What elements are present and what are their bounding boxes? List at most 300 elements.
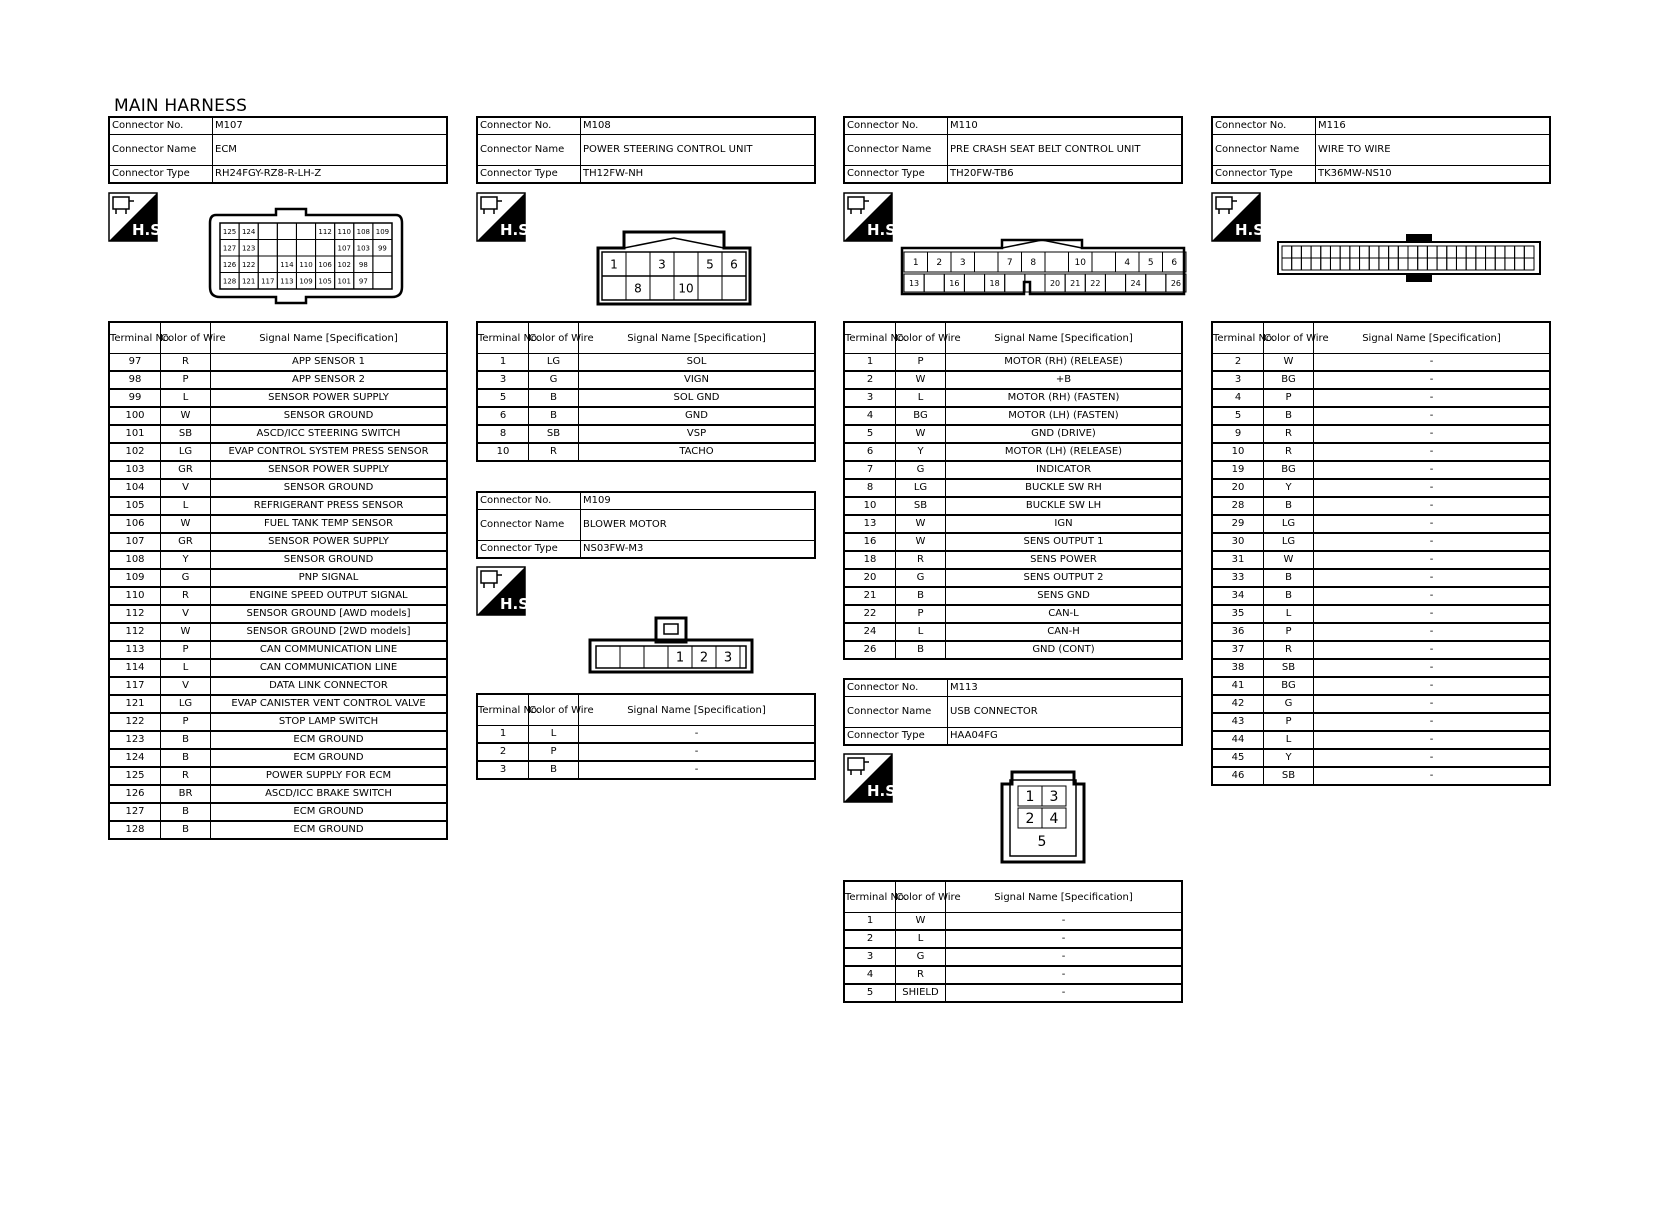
wire-color-cell: L bbox=[1264, 605, 1314, 623]
pin-cavity bbox=[1389, 246, 1399, 258]
signal-name-cell: - bbox=[1314, 354, 1551, 372]
pin-cavity bbox=[1379, 246, 1389, 258]
wire-color-cell: L bbox=[529, 726, 579, 744]
connector-face-m113 bbox=[998, 770, 1088, 866]
wire-color-cell: W bbox=[896, 515, 946, 533]
signal-name-cell: GND (CONT) bbox=[946, 641, 1183, 659]
pin-cavity bbox=[924, 274, 944, 292]
terminal-no-header: Terminal No. bbox=[844, 322, 896, 354]
pin-cavity bbox=[1495, 246, 1505, 258]
pin-cavity bbox=[1408, 246, 1418, 258]
table-row bbox=[1212, 497, 1550, 515]
table-row bbox=[844, 461, 1182, 479]
pin-cavity bbox=[1456, 246, 1466, 258]
terminal-no-header: Terminal No. bbox=[1212, 322, 1264, 354]
connector-face-m108 bbox=[594, 228, 754, 308]
wire-color-cell: B bbox=[1264, 587, 1314, 605]
table-row bbox=[477, 371, 815, 389]
signal-name-cell: SOL GND bbox=[579, 389, 816, 407]
wire-color-cell: R bbox=[1264, 443, 1314, 461]
pin-number: 6 bbox=[1171, 258, 1178, 269]
signal-name-cell: SENSOR GROUND [AWD models] bbox=[211, 605, 448, 623]
pin-cavity bbox=[1350, 246, 1360, 258]
wire-color-cell: SHIELD bbox=[896, 984, 946, 1002]
table-row bbox=[109, 803, 447, 821]
table-row bbox=[1212, 767, 1550, 785]
wire-color-cell: GR bbox=[161, 533, 211, 551]
table-row bbox=[1212, 587, 1550, 605]
signal-name-cell: SOL bbox=[579, 354, 816, 372]
terminal-no-cell: 8 bbox=[844, 479, 896, 497]
signal-name-cell: - bbox=[1314, 371, 1551, 389]
terminal-no-cell: 100 bbox=[109, 407, 161, 425]
table-row bbox=[844, 407, 1182, 425]
table-row bbox=[844, 443, 1182, 461]
wire-color-cell: B bbox=[529, 761, 579, 779]
pin-cavity bbox=[1292, 246, 1302, 258]
table-row bbox=[477, 726, 815, 744]
pin-cavity bbox=[1330, 246, 1340, 258]
wire-color-cell: SB bbox=[161, 425, 211, 443]
terminal-table bbox=[843, 880, 1183, 1003]
wire-color-cell: L bbox=[896, 930, 946, 948]
table-row bbox=[1212, 425, 1550, 443]
hs-label: H.S. bbox=[500, 595, 535, 613]
terminal-no-cell: 22 bbox=[844, 605, 896, 623]
wire-color-cell: P bbox=[1264, 713, 1314, 731]
table-row bbox=[109, 731, 447, 749]
wire-color-cell: G bbox=[529, 371, 579, 389]
signal-name-cell: - bbox=[1314, 605, 1551, 623]
table-row bbox=[844, 515, 1182, 533]
signal-name-cell: EVAP CONTROL SYSTEM PRESS SENSOR bbox=[211, 443, 448, 461]
terminal-no-header: Terminal No. bbox=[109, 322, 161, 354]
connector-type-value: TH20FW-TB6 bbox=[948, 166, 1183, 184]
connector-name-value: ECM bbox=[213, 135, 448, 166]
pin-number: 97 bbox=[358, 277, 368, 286]
terminal-no-cell: 20 bbox=[844, 569, 896, 587]
connector-header-m109 bbox=[476, 491, 816, 559]
wire-color-cell: LG bbox=[161, 695, 211, 713]
wire-color-cell: P bbox=[529, 743, 579, 761]
table-row bbox=[109, 515, 447, 533]
table-row bbox=[109, 695, 447, 713]
wire-color-cell: L bbox=[161, 497, 211, 515]
terminal-no-cell: 2 bbox=[844, 930, 896, 948]
connector-type-label: Connector Type bbox=[1212, 166, 1316, 184]
hs-label: H.S. bbox=[867, 782, 902, 800]
table-row bbox=[109, 443, 447, 461]
pin-cavity bbox=[1398, 258, 1408, 270]
pin-cavity bbox=[1476, 258, 1486, 270]
terminal-no-cell: 30 bbox=[1212, 533, 1264, 551]
pin-number: 1 bbox=[1025, 789, 1035, 806]
pin-cavity bbox=[1282, 258, 1292, 270]
signal-name-cell: - bbox=[1314, 659, 1551, 677]
wire-color-cell: BG bbox=[1264, 461, 1314, 479]
pin-number: 2 bbox=[1025, 811, 1035, 828]
signal-name-cell: - bbox=[1314, 731, 1551, 749]
terminal-no-cell: 109 bbox=[109, 569, 161, 587]
table-row bbox=[109, 497, 447, 515]
table-row bbox=[109, 749, 447, 767]
pin-cavity bbox=[1301, 258, 1311, 270]
pin-number: 4 bbox=[1124, 258, 1131, 269]
color-header: Color of Wire bbox=[529, 322, 579, 354]
table-row bbox=[844, 497, 1182, 515]
signal-header: Signal Name [Specification] bbox=[946, 322, 1183, 354]
table-row bbox=[1212, 515, 1550, 533]
terminal-no-cell: 5 bbox=[844, 425, 896, 443]
pin-cavity bbox=[644, 646, 668, 668]
pin-number: 124 bbox=[241, 227, 256, 236]
pin-cavity bbox=[1321, 246, 1331, 258]
wire-color-cell: G bbox=[1264, 695, 1314, 713]
pin-number: 125 bbox=[222, 227, 237, 236]
hs-label: H.S. bbox=[500, 221, 535, 239]
terminal-no-cell: 2 bbox=[844, 371, 896, 389]
connector-face-m107 bbox=[206, 207, 406, 307]
table-row bbox=[844, 930, 1182, 948]
pin-cavity bbox=[1311, 258, 1321, 270]
signal-name-cell: - bbox=[1314, 587, 1551, 605]
connector-face-m110 bbox=[898, 238, 1188, 298]
pin-number: 113 bbox=[280, 277, 294, 286]
signal-name-cell: - bbox=[1314, 569, 1551, 587]
connector-type-value: TH12FW-NH bbox=[581, 166, 816, 184]
connector-m113 bbox=[843, 678, 1183, 746]
pin-number: 122 bbox=[241, 260, 256, 269]
pin-cavity bbox=[1456, 258, 1466, 270]
table-row bbox=[844, 587, 1182, 605]
pin-number: 18 bbox=[989, 278, 1000, 288]
pin-number: 2 bbox=[699, 650, 709, 666]
terminal-no-cell: 45 bbox=[1212, 749, 1264, 767]
terminal-no-cell: 98 bbox=[109, 371, 161, 389]
terminal-no-cell: 19 bbox=[1212, 461, 1264, 479]
connector-type-label: Connector Type bbox=[844, 728, 948, 746]
table-row bbox=[477, 407, 815, 425]
signal-name-cell: - bbox=[1314, 641, 1551, 659]
pin-number: 7 bbox=[1006, 258, 1013, 269]
wire-color-cell: B bbox=[896, 587, 946, 605]
connector-no-value: M113 bbox=[948, 679, 1183, 697]
wire-color-cell: P bbox=[896, 605, 946, 623]
signal-name-cell: ECM GROUND bbox=[211, 749, 448, 767]
wire-color-cell: GR bbox=[161, 461, 211, 479]
signal-name-cell: - bbox=[579, 761, 816, 779]
wire-color-cell: L bbox=[161, 659, 211, 677]
pin-cavity bbox=[698, 276, 722, 300]
connector-name-label: Connector Name bbox=[844, 697, 948, 728]
terminal-table-m113 bbox=[843, 880, 1183, 1003]
terminal-no-cell: 44 bbox=[1212, 731, 1264, 749]
terminal-no-cell: 21 bbox=[844, 587, 896, 605]
terminal-no-cell: 99 bbox=[109, 389, 161, 407]
pin-cavity bbox=[975, 252, 999, 272]
signal-name-cell: - bbox=[946, 930, 1183, 948]
signal-name-cell: CAN-H bbox=[946, 623, 1183, 641]
connector-header-m107 bbox=[108, 116, 448, 184]
pin-cavity bbox=[258, 223, 277, 240]
connector-type-label: Connector Type bbox=[844, 166, 948, 184]
signal-name-cell: SENSOR GROUND [2WD models] bbox=[211, 623, 448, 641]
pin-cavity bbox=[1350, 258, 1360, 270]
terminal-no-cell: 9 bbox=[1212, 425, 1264, 443]
pin-cavity bbox=[1321, 258, 1331, 270]
signal-name-cell: - bbox=[1314, 695, 1551, 713]
pin-number: 112 bbox=[318, 227, 332, 236]
signal-name-cell: - bbox=[579, 726, 816, 744]
wire-color-cell: BR bbox=[161, 785, 211, 803]
wire-color-cell: W bbox=[896, 425, 946, 443]
terminal-no-cell: 5 bbox=[1212, 407, 1264, 425]
wire-color-cell: BG bbox=[1264, 677, 1314, 695]
signal-name-cell: - bbox=[1314, 713, 1551, 731]
wire-color-cell: LG bbox=[1264, 515, 1314, 533]
signal-name-cell: ASCD/ICC STEERING SWITCH bbox=[211, 425, 448, 443]
table-row bbox=[1212, 731, 1550, 749]
wire-color-cell: R bbox=[161, 587, 211, 605]
table-row bbox=[844, 569, 1182, 587]
pin-number: 109 bbox=[299, 277, 313, 286]
signal-name-cell: MOTOR (LH) (FASTEN) bbox=[946, 407, 1183, 425]
connector-name-label: Connector Name bbox=[477, 135, 581, 166]
connector-no-value: M108 bbox=[581, 117, 816, 135]
wire-color-cell: P bbox=[896, 354, 946, 372]
table-row bbox=[1212, 713, 1550, 731]
connector-name-label: Connector Name bbox=[109, 135, 213, 166]
table-row bbox=[844, 984, 1182, 1002]
signal-name-cell: - bbox=[946, 984, 1183, 1002]
signal-name-cell: SENSOR GROUND bbox=[211, 551, 448, 569]
pin-number: 123 bbox=[241, 244, 256, 253]
pin-number: 10 bbox=[678, 281, 694, 296]
terminal-no-cell: 101 bbox=[109, 425, 161, 443]
terminal-table-m108 bbox=[476, 321, 816, 462]
signal-name-cell: ECM GROUND bbox=[211, 821, 448, 839]
pin-number: 128 bbox=[222, 277, 237, 286]
table-row bbox=[844, 641, 1182, 659]
terminal-no-cell: 16 bbox=[844, 533, 896, 551]
pin-number: 8 bbox=[1030, 258, 1037, 269]
signal-name-cell: APP SENSOR 2 bbox=[211, 371, 448, 389]
wire-color-cell: R bbox=[1264, 425, 1314, 443]
signal-name-cell: CAN COMMUNICATION LINE bbox=[211, 659, 448, 677]
page-title: MAIN HARNESS bbox=[114, 96, 248, 116]
pin-cavity bbox=[1466, 246, 1476, 258]
connector-type-label: Connector Type bbox=[109, 166, 213, 184]
wire-color-cell: R bbox=[896, 966, 946, 984]
pin-number: 114 bbox=[280, 260, 294, 269]
pin-cavity bbox=[1437, 258, 1447, 270]
connector-m107 bbox=[108, 116, 448, 184]
table-row bbox=[1212, 641, 1550, 659]
pin-number: 3 bbox=[723, 650, 733, 666]
table-row bbox=[1212, 354, 1550, 372]
terminal-no-cell: 3 bbox=[844, 389, 896, 407]
terminal-no-header: Terminal No. bbox=[477, 322, 529, 354]
table-row bbox=[844, 425, 1182, 443]
wire-color-cell: V bbox=[161, 479, 211, 497]
connector-type-value: TK36MW-NS10 bbox=[1316, 166, 1551, 184]
pin-number: 10 bbox=[1074, 258, 1086, 269]
signal-name-cell: CAN-L bbox=[946, 605, 1183, 623]
table-row bbox=[844, 623, 1182, 641]
harness-side-icon bbox=[476, 192, 535, 242]
wire-color-cell: P bbox=[161, 371, 211, 389]
table-row bbox=[1212, 461, 1550, 479]
connector-no-value: M116 bbox=[1316, 117, 1551, 135]
pin-number: 20 bbox=[1049, 278, 1061, 288]
pin-number: 5 bbox=[1147, 258, 1154, 269]
signal-name-cell: FUEL TANK TEMP SENSOR bbox=[211, 515, 448, 533]
pin-cavity bbox=[1301, 246, 1311, 258]
terminal-no-cell: 46 bbox=[1212, 767, 1264, 785]
pin-cavity bbox=[1418, 258, 1428, 270]
signal-name-cell: SENSOR GROUND bbox=[211, 407, 448, 425]
table-row bbox=[1212, 749, 1550, 767]
pin-cavity bbox=[1292, 258, 1302, 270]
terminal-table bbox=[843, 321, 1183, 660]
pin-cavity bbox=[373, 256, 392, 273]
pin-cavity bbox=[1495, 258, 1505, 270]
pin-cavity bbox=[277, 240, 296, 257]
color-header: Color of Wire bbox=[1264, 322, 1314, 354]
wire-color-cell: R bbox=[529, 443, 579, 461]
terminal-table bbox=[476, 321, 816, 462]
connector-name-value: USB CONNECTOR bbox=[948, 697, 1183, 728]
terminal-no-cell: 10 bbox=[1212, 443, 1264, 461]
terminal-no-header: Terminal No. bbox=[477, 694, 529, 726]
connector-name-label: Connector Name bbox=[844, 135, 948, 166]
table-row bbox=[1212, 479, 1550, 497]
wire-color-cell: V bbox=[161, 677, 211, 695]
signal-name-cell: - bbox=[1314, 515, 1551, 533]
pin-cavity bbox=[1447, 246, 1457, 258]
table-row bbox=[109, 623, 447, 641]
terminal-no-cell: 31 bbox=[1212, 551, 1264, 569]
terminal-no-cell: 125 bbox=[109, 767, 161, 785]
pin-cavity bbox=[626, 252, 650, 276]
table-row bbox=[109, 767, 447, 785]
terminal-table-m116 bbox=[1211, 321, 1551, 786]
signal-name-cell: - bbox=[1314, 497, 1551, 515]
connector-no-label: Connector No. bbox=[1212, 117, 1316, 135]
terminal-no-cell: 3 bbox=[1212, 371, 1264, 389]
terminal-no-cell: 107 bbox=[109, 533, 161, 551]
pin-number: 26 bbox=[1170, 278, 1182, 288]
pin-cavity bbox=[722, 276, 746, 300]
pin-cavity bbox=[1360, 246, 1370, 258]
connector-name-value: POWER STEERING CONTROL UNIT bbox=[581, 135, 816, 166]
connector-header-m110 bbox=[843, 116, 1183, 184]
signal-header: Signal Name [Specification] bbox=[946, 881, 1183, 913]
terminal-no-cell: 117 bbox=[109, 677, 161, 695]
signal-name-cell: VIGN bbox=[579, 371, 816, 389]
pin-number: 1 bbox=[912, 258, 919, 269]
hs-label: H.S. bbox=[867, 221, 902, 239]
terminal-no-cell: 18 bbox=[844, 551, 896, 569]
pin-cavity bbox=[1466, 258, 1476, 270]
pin-cavity bbox=[1360, 258, 1370, 270]
table-row bbox=[1212, 407, 1550, 425]
pin-number: 16 bbox=[949, 278, 960, 288]
signal-name-cell: - bbox=[1314, 389, 1551, 407]
harness-side-icon bbox=[108, 192, 167, 242]
terminal-no-cell: 29 bbox=[1212, 515, 1264, 533]
signal-name-cell: - bbox=[1314, 551, 1551, 569]
terminal-no-cell: 108 bbox=[109, 551, 161, 569]
terminal-no-cell: 1 bbox=[477, 726, 529, 744]
wire-color-cell: P bbox=[1264, 623, 1314, 641]
hs-label: H.S. bbox=[132, 221, 167, 239]
table-row bbox=[1212, 677, 1550, 695]
signal-name-cell: INDICATOR bbox=[946, 461, 1183, 479]
connector-type-value: NS03FW-M3 bbox=[581, 541, 816, 559]
signal-name-cell: SENSOR POWER SUPPLY bbox=[211, 461, 448, 479]
wire-color-cell: SB bbox=[1264, 767, 1314, 785]
wire-color-cell: B bbox=[529, 389, 579, 407]
terminal-no-cell: 7 bbox=[844, 461, 896, 479]
pin-cavity bbox=[596, 646, 620, 668]
terminal-no-cell: 6 bbox=[844, 443, 896, 461]
terminal-no-cell: 106 bbox=[109, 515, 161, 533]
wire-color-cell: P bbox=[1264, 389, 1314, 407]
pin-cavity bbox=[674, 252, 698, 276]
wire-color-cell: R bbox=[1264, 641, 1314, 659]
table-row bbox=[844, 533, 1182, 551]
table-row bbox=[477, 761, 815, 779]
wire-color-cell: R bbox=[161, 767, 211, 785]
signal-name-cell: MOTOR (RH) (RELEASE) bbox=[946, 354, 1183, 372]
signal-name-cell: APP SENSOR 1 bbox=[211, 354, 448, 372]
signal-name-cell: - bbox=[1314, 461, 1551, 479]
pin-cavity bbox=[1486, 246, 1496, 258]
signal-name-cell: - bbox=[1314, 677, 1551, 695]
signal-name-cell: - bbox=[1314, 767, 1551, 785]
pin-number: 103 bbox=[356, 244, 371, 253]
pin-cavity bbox=[1340, 246, 1350, 258]
signal-name-cell: ASCD/ICC BRAKE SWITCH bbox=[211, 785, 448, 803]
wire-color-cell: G bbox=[161, 569, 211, 587]
terminal-no-cell: 28 bbox=[1212, 497, 1264, 515]
signal-name-cell: - bbox=[946, 966, 1183, 984]
pin-cavity bbox=[964, 274, 984, 292]
table-row bbox=[1212, 623, 1550, 641]
terminal-no-cell: 103 bbox=[109, 461, 161, 479]
table-row bbox=[477, 354, 815, 372]
signal-name-cell: SENS POWER bbox=[946, 551, 1183, 569]
pin-cavity bbox=[1389, 258, 1399, 270]
terminal-no-cell: 126 bbox=[109, 785, 161, 803]
pin-number: 102 bbox=[337, 260, 351, 269]
terminal-no-cell: 3 bbox=[477, 761, 529, 779]
table-row bbox=[109, 354, 447, 372]
pin-cavity bbox=[1418, 246, 1428, 258]
pin-number: 98 bbox=[358, 260, 368, 269]
terminal-no-cell: 20 bbox=[1212, 479, 1264, 497]
terminal-no-cell: 10 bbox=[477, 443, 529, 461]
connector-no-label: Connector No. bbox=[844, 117, 948, 135]
wire-color-cell: B bbox=[161, 803, 211, 821]
wire-color-cell: G bbox=[896, 569, 946, 587]
pin-cavity bbox=[1437, 246, 1447, 258]
table-row bbox=[1212, 569, 1550, 587]
pin-number: 4 bbox=[1049, 811, 1059, 828]
terminal-no-cell: 1 bbox=[844, 354, 896, 372]
table-row bbox=[1212, 551, 1550, 569]
